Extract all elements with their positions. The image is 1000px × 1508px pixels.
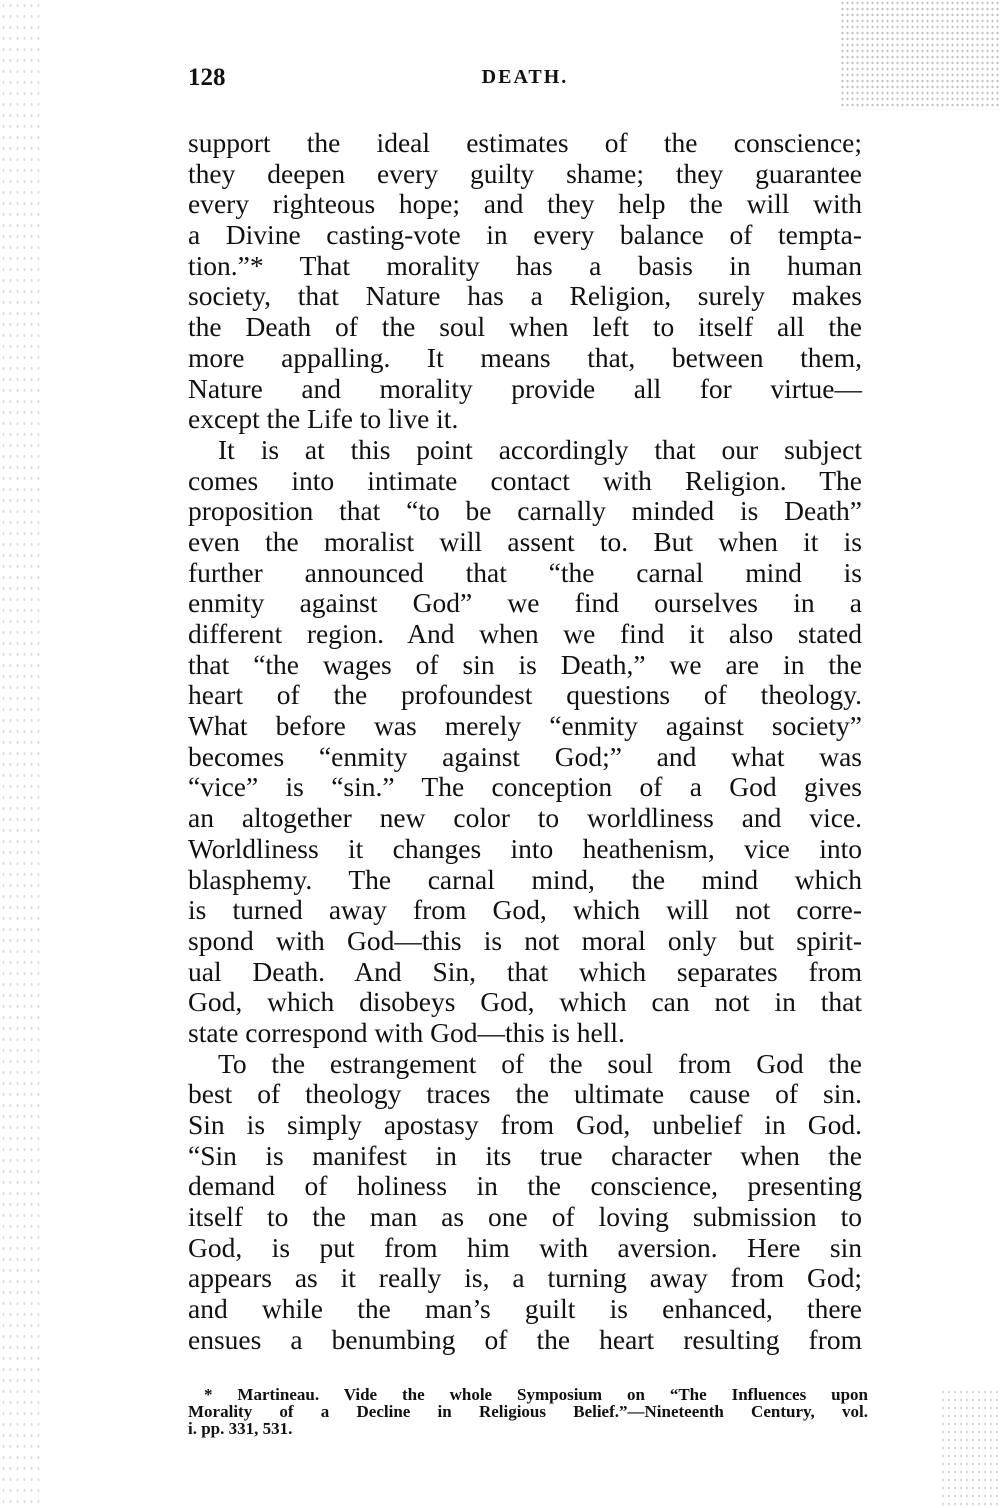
text-line: they deepen every guilty shame; they guarantee bbox=[188, 157, 862, 189]
footnote-line: * Martineau. Vide the whole Symposium on “The Influences upon bbox=[204, 1385, 868, 1404]
text-line: What before was merely “enmity against society” bbox=[188, 710, 862, 742]
body-text bbox=[188, 128, 862, 1356]
text-line: an altogether new color to worldliness and vice. bbox=[188, 802, 862, 834]
text-line: Worldliness it changes into heathenism, vice into bbox=[188, 832, 862, 864]
text-line: “vice” is “sin.” The conception of a God gives bbox=[188, 771, 862, 803]
text-line: a Divine casting-vote in every balance of tempta- bbox=[188, 219, 862, 251]
text-line: itself to the man as one of loving submission to bbox=[188, 1201, 862, 1233]
text-line: spond with God—this is not moral only but spirit- bbox=[188, 924, 862, 956]
text-line: society, that Nature has a Religion, surely makes bbox=[188, 280, 862, 312]
footnote bbox=[188, 1386, 868, 1437]
running-head: DEATH. bbox=[481, 66, 569, 88]
footnote-line: i. pp. 331, 531. bbox=[188, 1419, 293, 1438]
text-line: Sin is simply apostasy from God, unbelief in God. bbox=[188, 1109, 862, 1140]
text-line: God, which disobeys God, which can not in that bbox=[188, 986, 862, 1018]
text-line: comes into intimate contact with Religion. The bbox=[188, 464, 862, 496]
page-header bbox=[188, 64, 862, 98]
paragraph-first-line: To the estrangement of the soul from God the bbox=[218, 1047, 862, 1079]
page-number: 128 bbox=[188, 64, 226, 91]
text-line: Nature and morality provide all for virtue— bbox=[188, 372, 862, 404]
text-line: every righteous hope; and they help the will with bbox=[188, 188, 862, 220]
text-line: even the moralist will assent to. But when it is bbox=[188, 525, 862, 557]
text-line: ual Death. And Sin, that which separates from bbox=[188, 955, 862, 987]
text-line: God, is put from him with aversion. Here sin bbox=[188, 1231, 862, 1263]
text-line: more appalling. It means that, between them, bbox=[188, 341, 862, 373]
text-line: “Sin is manifest in its true character when the bbox=[188, 1139, 862, 1171]
text-line: and while the man’s guilt is enhanced, there bbox=[188, 1293, 862, 1325]
text-line: the Death of the soul when left to itself all the bbox=[188, 311, 862, 343]
text-line: except the Life to live it. bbox=[188, 403, 459, 435]
text-line: further announced that “the carnal mind is bbox=[188, 556, 862, 588]
footnote-line: Morality of a Decline in Religious Belief.”—Nineteenth Century, vol. bbox=[188, 1402, 868, 1421]
text-line: support the ideal estimates of the conscience; bbox=[188, 127, 862, 158]
text-line: heart of the profoundest questions of theology. bbox=[188, 679, 862, 711]
scan-noise-bottom-right bbox=[940, 1388, 1000, 1508]
text-line: proposition that “to be carnally minded is Death” bbox=[188, 495, 862, 527]
text-line: tion.”* That morality has a basis in human bbox=[188, 249, 862, 281]
text-line: state correspond with God—this is hell. bbox=[188, 1016, 625, 1048]
text-line: becomes “enmity against God;” and what was bbox=[188, 740, 862, 772]
text-line: different region. And when we find it also stated bbox=[188, 618, 862, 649]
text-line: ensues a benumbing of the heart resulting from bbox=[188, 1323, 862, 1355]
text-line: demand of holiness in the conscience, presenting bbox=[188, 1170, 862, 1202]
text-line: best of theology traces the ultimate cause of sin. bbox=[188, 1078, 862, 1110]
paragraph-first-line: It is at this point accordingly that our subject bbox=[218, 433, 862, 465]
text-line: blasphemy. The carnal mind, the mind which bbox=[188, 863, 862, 895]
scan-noise-top-right bbox=[840, 0, 1000, 110]
text-line: that “the wages of sin is Death,” we are in the bbox=[188, 648, 862, 680]
text-line: enmity against God” we find ourselves in a bbox=[188, 587, 862, 619]
text-line: is turned away from God, which will not corre- bbox=[188, 894, 862, 926]
text-line: appears as it really is, a turning away from God; bbox=[188, 1262, 862, 1294]
scan-noise-left bbox=[0, 0, 42, 1508]
